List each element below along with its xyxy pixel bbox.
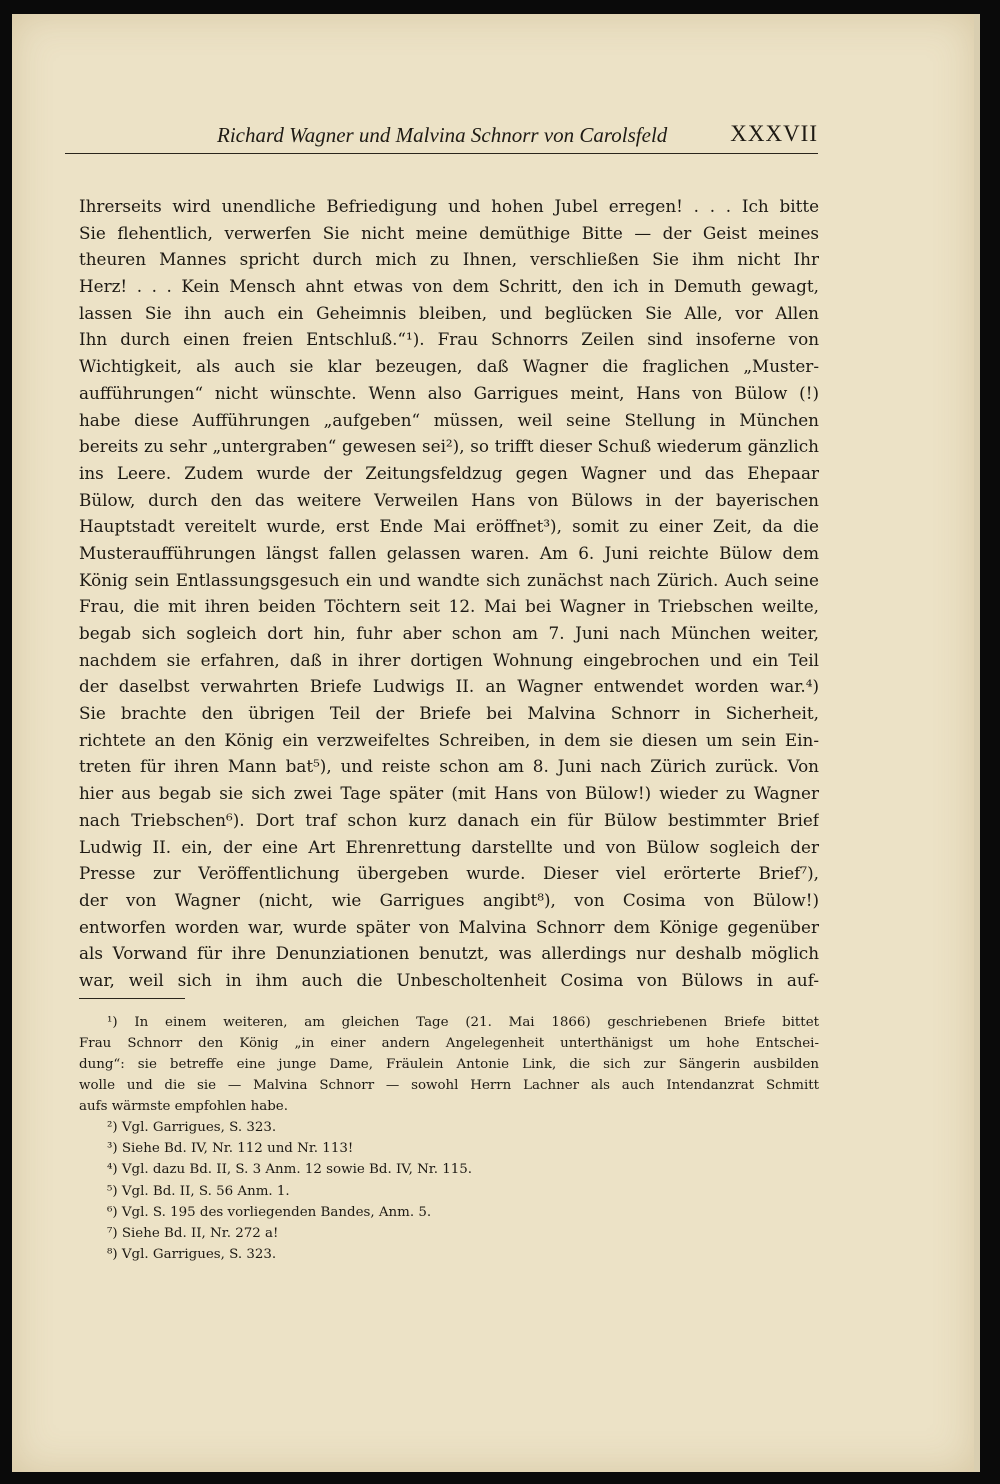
text-line: König sein Entlassungsgesuch ein und wandte sich zunächst nach Zürich. Auch seine	[79, 569, 819, 590]
text-line: Herz! . . . Kein Mensch ahnt etwas von dem Schritt, den ich in Demuth gewagt,	[79, 276, 819, 297]
text-line: nachdem sie erfahren, daß in ihrer dortigen Wohnung eingebrochen und ein Teil	[79, 649, 819, 670]
text-line: Musteraufführungen längst fallen gelassen waren. Am 6. Juni reichte Bülow dem	[79, 542, 819, 563]
text-line: entworfen worden war, wurde später von Malvina Schnorr dem Könige gegenüber	[79, 916, 819, 937]
footnote-item: ²) Vgl. Garrigues, S. 323.	[107, 1120, 277, 1135]
text-line: Ihn durch einen freien Entschluß.“¹). Frau Schnorrs Zeilen sind insoferne von	[79, 329, 819, 350]
footnote-line: ¹) In einem weiteren, am gleichen Tage (21. Mai 1866) geschriebenen Briefe bittet	[107, 1015, 819, 1030]
text-line: begab sich sogleich dort hin, fuhr aber schon am 7. Juni nach München weiter,	[79, 623, 819, 643]
text-line: hier aus begab sie sich zwei Tage später (mit Hans von Bülow!) wieder zu Wagner	[79, 783, 819, 804]
text-line: als Vorwand für ihre Denunziationen benutzt, was allerdings nur deshalb möglich	[79, 943, 819, 964]
text-line: Presse zur Veröffentlichung übergeben wurde. Dieser viel erörterte Brief⁷),	[79, 863, 819, 884]
text-line: Ludwig II. ein, der eine Art Ehrenrettung darstellte und von Bülow sogleich der	[79, 836, 819, 857]
text-line: Ihrerseits wird unendliche Befriedigung und hohen Jubel erregen! . . . Ich bitte	[79, 196, 819, 216]
footnote-line: aufs wärmste empfohlen habe.	[79, 1099, 288, 1114]
header-rule	[65, 153, 818, 155]
footnotes	[79, 1012, 819, 1265]
footnote-line: wolle und die sie — Malvina Schnorr — sowohl Herrn Lachner als auch Intendanzrat Schmitt	[79, 1078, 819, 1093]
text-line: Hauptstadt vereitelt wurde, erst Ende Mai eröffnet³), somit zu einer Zeit, da die	[79, 516, 819, 537]
footnote-item: ⁶) Vgl. S. 195 des vorliegenden Bandes, Anm. 5.	[107, 1204, 432, 1220]
footnote-rule	[79, 998, 185, 999]
text-line: theuren Mannes spricht durch mich zu Ihnen, verschließen Sie ihm nicht Ihr	[79, 249, 819, 270]
text-line: Frau, die mit ihren beiden Töchtern seit 12. Mai bei Wagner in Triebschen weilte,	[79, 596, 819, 617]
footnote-item: ⁴) Vgl. dazu Bd. II, S. 3 Anm. 12 sowie Bd. IV, Nr. 115.	[107, 1162, 473, 1178]
text-line: ins Leere. Zudem wurde der Zeitungsfeldzug gegen Wagner und das Ehepaar	[79, 462, 819, 483]
page-number: XXXVII	[730, 121, 818, 146]
text-line: Sie brachte den übrigen Teil der Briefe bei Malvina Schnorr in Sicherheit,	[79, 703, 819, 724]
text-line: der von Wagner (nicht, wie Garrigues angibt⁸), von Cosima von Bülow!)	[79, 889, 819, 910]
footnote-line: Frau Schnorr den König „in einer andern Angelegenheit unterthänigst um hohe Entschei-	[79, 1036, 819, 1051]
text-line: lassen Sie ihn auch ein Geheimnis bleiben, und beglücken Sie Alle, vor Allen	[79, 302, 819, 323]
page-edge	[974, 14, 980, 1472]
footnote-item: ⁸) Vgl. Garrigues, S. 323.	[107, 1247, 277, 1263]
running-head	[65, 120, 818, 154]
text-line: habe diese Aufführungen „aufgeben“ müssen, weil seine Stellung in München	[79, 409, 819, 430]
text-line: aufführungen“ nicht wünschte. Wenn also Garrigues meint, Hans von Bülow (!)	[79, 382, 819, 403]
footnote-item: ⁵) Vgl. Bd. II, S. 56 Anm. 1.	[107, 1183, 290, 1199]
text-line: der daselbst verwahrten Briefe Ludwigs II. an Wagner entwendet worden war.⁴)	[79, 676, 819, 697]
footnote-line: dung“: sie betreffe eine junge Dame, Fräulein Antonie Link, die sich zur Sängerin ausbilden	[79, 1057, 819, 1072]
text-line: Wichtigkeit, als auch sie klar bezeugen, daß Wagner die fraglichen „Muster-	[79, 356, 819, 377]
text-line: richtete an den König ein verzweifeltes Schreiben, in dem sie diesen um sein Ein-	[79, 729, 819, 750]
main-text	[79, 193, 819, 994]
text-line: nach Triebschen⁶). Dort traf schon kurz danach ein für Bülow bestimmter Brief	[79, 809, 819, 830]
text-line: Bülow, durch den das weitere Verweilen Hans von Bülows in der bayerischen	[79, 489, 819, 510]
footnote-item: ³) Siehe Bd. IV, Nr. 112 und Nr. 113!	[107, 1141, 354, 1157]
footnote-item: ⁷) Siehe Bd. II, Nr. 272 a!	[107, 1225, 279, 1241]
text-line: bereits zu sehr „untergraben“ gewesen sei²), so trifft dieser Schuß wiederum gänzlich	[79, 436, 819, 457]
text-line: treten für ihren Mann bat⁵), und reiste schon am 8. Juni nach Zürich zurück. Von	[79, 756, 819, 777]
running-title: Richard Wagner und Malvina Schnorr von Carolsfeld	[217, 123, 668, 147]
text-line: Sie flehentlich, verwerfen Sie nicht meine demüthige Bitte — der Geist meines	[79, 222, 819, 243]
text-line: war, weil sich in ihm auch die Unbescholtenheit Cosima von Bülows in auf-	[79, 969, 819, 990]
